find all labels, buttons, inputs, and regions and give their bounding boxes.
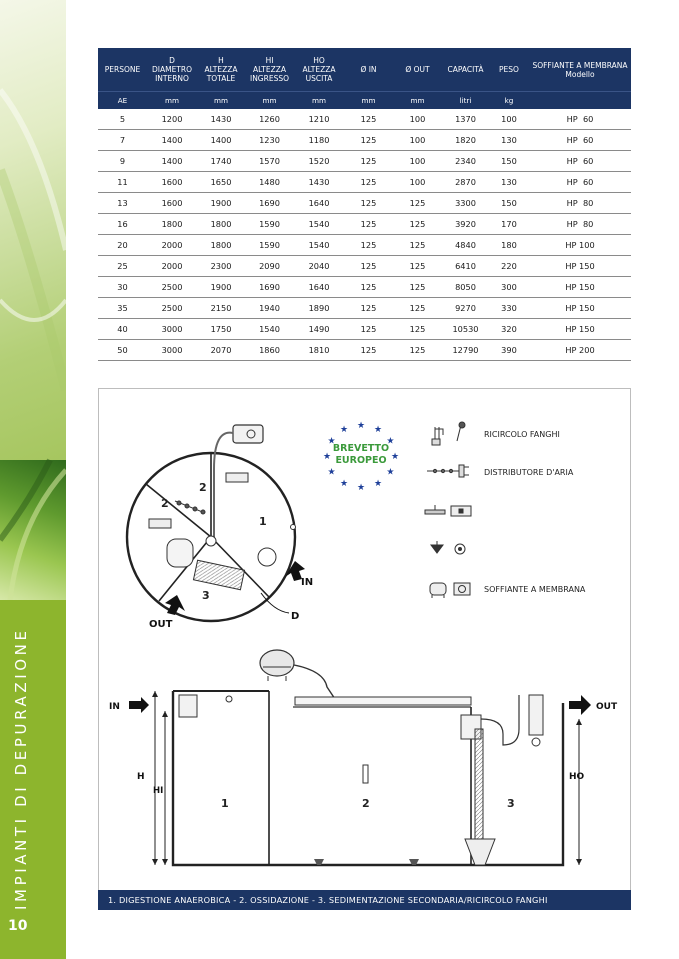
table-cell: 220	[489, 256, 529, 277]
unit-cell	[529, 92, 631, 110]
table-cell: 130	[489, 130, 529, 151]
vent-hole	[226, 696, 232, 702]
sidebar	[0, 0, 66, 959]
plan-zone-1-label: 1	[259, 515, 267, 528]
unit-cell: AE	[98, 92, 147, 110]
section-zone-1-label: 1	[221, 797, 229, 810]
column-header-line: Ø OUT	[405, 65, 430, 74]
table-cell: 6410	[442, 256, 489, 277]
eu-star-icon: ★	[386, 436, 395, 447]
inlet-hole	[291, 525, 296, 530]
table-cell: 1820	[442, 130, 489, 151]
table-cell: 1210	[294, 109, 344, 130]
eu-star-icon: ★	[327, 467, 336, 478]
eu-star-icon: ★	[386, 467, 395, 478]
column-header	[344, 48, 393, 92]
table-cell: 125	[344, 109, 393, 130]
table-cell: 1480	[245, 172, 294, 193]
column-header	[442, 48, 489, 92]
table-cell: 1640	[294, 193, 344, 214]
return-pipe	[481, 695, 519, 745]
column-header	[489, 48, 529, 92]
table-cell: 1740	[197, 151, 245, 172]
section-zone-2-label: 2	[362, 797, 370, 810]
table-cell: 1940	[245, 298, 294, 319]
table-row	[98, 109, 631, 130]
table-cell: 30	[98, 277, 147, 298]
blower-icon	[430, 583, 470, 598]
diagram-panel	[98, 388, 631, 910]
transfer-pipe	[295, 697, 471, 705]
column-header-line: INGRESSO	[249, 74, 289, 83]
table-cell: 125	[344, 214, 393, 235]
table-cell: 2040	[294, 256, 344, 277]
eu-star-icon: ★	[356, 421, 366, 431]
figure-caption: 1. DIGESTIONE ANAEROBICA - 2. OSSIDAZIONE - 3. SEDIMENTAZIONE SECONDARIA/RICIRCOLO FANGHI	[98, 890, 631, 910]
table-cell: 1750	[197, 319, 245, 340]
table-row	[98, 151, 631, 172]
table-cell: 5	[98, 109, 147, 130]
table-cell: 1430	[294, 172, 344, 193]
table-row	[98, 256, 631, 277]
air-hose	[294, 665, 449, 699]
table-cell: 1400	[147, 130, 197, 151]
table-cell: 13	[98, 193, 147, 214]
settler-cone	[167, 539, 193, 567]
column-header-line: USCITA	[305, 74, 333, 83]
unit-cell: mm	[393, 92, 442, 110]
eu-star-icon: ★	[339, 425, 349, 436]
air-distributor-icon	[427, 465, 469, 477]
table-cell: 125	[393, 340, 442, 361]
table-cell: 11	[98, 172, 147, 193]
table-cell: 2870	[442, 172, 489, 193]
table-cell: 1520	[294, 151, 344, 172]
table-cell: 1800	[197, 214, 245, 235]
column-header-line: ALTEZZA	[252, 65, 286, 74]
table-cell: 1180	[294, 130, 344, 151]
column-header	[393, 48, 442, 92]
column-header-line: HO	[313, 56, 325, 65]
plate-diffuser-icon	[425, 505, 471, 516]
column-header-line: CAPACITÀ	[447, 65, 484, 74]
table-row	[98, 298, 631, 319]
legend-distributore-label: DISTRIBUTORE D'ARIA	[484, 468, 574, 477]
outlet-riser	[529, 695, 543, 735]
legend	[425, 422, 586, 598]
column-header-line: PESO	[499, 65, 519, 74]
spec-table	[98, 48, 631, 361]
eu-star-icon: ★	[373, 425, 383, 436]
sidebar-title: IMPIANTI DI DEPURAZIONE	[12, 627, 30, 910]
column-header-line: ALTEZZA	[302, 65, 336, 74]
table-cell: 125	[393, 193, 442, 214]
table-row	[98, 193, 631, 214]
table-cell: 1800	[197, 235, 245, 256]
column-header-line: HI	[265, 56, 274, 65]
table-cell: 3920	[442, 214, 489, 235]
table-cell: 1810	[294, 340, 344, 361]
eu-star-icon: ★	[339, 478, 349, 489]
table-cell: 4840	[442, 235, 489, 256]
column-header	[197, 48, 245, 92]
table-cell: 125	[393, 235, 442, 256]
page-number: 10	[8, 918, 28, 934]
table-cell: 1260	[245, 109, 294, 130]
section-zone-3-label: 3	[507, 797, 515, 810]
table-cell: 1650	[197, 172, 245, 193]
column-header-line: DIAMETRO	[151, 65, 193, 74]
table-cell: HP 150	[529, 319, 631, 340]
column-header-line: H	[218, 56, 224, 65]
table-cell: 1400	[197, 130, 245, 151]
table-row	[98, 130, 631, 151]
level-indicator	[363, 765, 368, 783]
table-header-row	[98, 48, 631, 92]
column-header	[245, 48, 294, 92]
column-header-line: PERSONE	[104, 65, 141, 74]
eu-star-icon: ★	[356, 483, 366, 493]
sludge-recirc-icon	[432, 422, 465, 445]
table-cell: 170	[489, 214, 529, 235]
table-cell: 25	[98, 256, 147, 277]
table-cell: 125	[344, 340, 393, 361]
table-cell: 150	[489, 193, 529, 214]
table-row	[98, 277, 631, 298]
table-cell: HP 60	[529, 151, 631, 172]
table-cell: 1600	[147, 172, 197, 193]
table-cell: 390	[489, 340, 529, 361]
blower-plan	[233, 425, 263, 443]
table-body	[98, 109, 631, 361]
table-cell: 100	[393, 130, 442, 151]
table-cell: 330	[489, 298, 529, 319]
table-cell: 16	[98, 214, 147, 235]
column-header	[147, 48, 197, 92]
table-cell: HP 100	[529, 235, 631, 256]
table-row	[98, 214, 631, 235]
table-cell: 1540	[294, 235, 344, 256]
table-cell: HP 60	[529, 109, 631, 130]
table-cell: 125	[393, 256, 442, 277]
column-header-line: Modello	[565, 69, 595, 79]
table-cell: 2500	[147, 298, 197, 319]
table-cell: 3000	[147, 319, 197, 340]
badge-line-1: BREVETTO	[332, 443, 390, 454]
table-cell: 1200	[147, 109, 197, 130]
table-cell: HP 80	[529, 214, 631, 235]
table-cell: 50	[98, 340, 147, 361]
table-cell: HP 150	[529, 277, 631, 298]
table-cell: 1370	[442, 109, 489, 130]
section-in-label: IN	[109, 702, 120, 712]
settling-cone	[465, 839, 495, 865]
table-cell: 2500	[147, 277, 197, 298]
unit-cell: mm	[245, 92, 294, 110]
column-header-line: D	[169, 56, 175, 65]
column-header-line: Ø IN	[360, 65, 377, 74]
table-cell: 100	[393, 109, 442, 130]
plan-zone-2-label: 2	[199, 481, 207, 494]
table-cell: HP 150	[529, 298, 631, 319]
table-cell: 125	[344, 130, 393, 151]
inlet-tee	[179, 695, 197, 717]
section-in-arrow-icon	[129, 697, 149, 713]
unit-cell: mm	[294, 92, 344, 110]
table-cell: 1860	[245, 340, 294, 361]
table-cell: 125	[344, 172, 393, 193]
badge-line-2: EUROPEO	[335, 455, 387, 466]
table-units-row	[98, 92, 631, 110]
table-cell: 130	[489, 172, 529, 193]
unit-cell: mm	[197, 92, 245, 110]
table-row	[98, 340, 631, 361]
outlet-cap	[532, 738, 540, 746]
table-cell: 125	[344, 151, 393, 172]
table-cell: 35	[98, 298, 147, 319]
table-cell: 125	[393, 214, 442, 235]
table-cell: 2150	[197, 298, 245, 319]
dim-ho-label: HO	[569, 772, 585, 782]
table-cell: HP 60	[529, 130, 631, 151]
table-cell: 9270	[442, 298, 489, 319]
unit-cell: kg	[489, 92, 529, 110]
section-out-label: OUT	[596, 702, 618, 712]
table-cell: 150	[489, 151, 529, 172]
section-out-arrow-icon	[569, 695, 591, 715]
eu-star-icon: ★	[327, 436, 336, 447]
table-cell: 1540	[245, 319, 294, 340]
column-header	[98, 48, 147, 92]
plan-view	[127, 425, 313, 630]
table-cell: 1490	[294, 319, 344, 340]
plan-d-label: D	[291, 611, 300, 622]
table-cell: 1590	[245, 235, 294, 256]
column-header-line: ALTEZZA	[204, 65, 238, 74]
table-cell: 3300	[442, 193, 489, 214]
dim-hi-label: HI	[153, 786, 164, 796]
section-view	[109, 650, 618, 865]
legend-ricircolo-label: RICIRCOLO FANGHI	[484, 430, 560, 439]
table-cell: 125	[344, 319, 393, 340]
table-cell: 100	[393, 151, 442, 172]
table-cell: 1600	[147, 193, 197, 214]
table-cell: 12790	[442, 340, 489, 361]
eu-star-icon: ★	[390, 452, 400, 462]
center-fitting	[206, 536, 216, 546]
table-cell: 1900	[197, 277, 245, 298]
table-cell: 125	[393, 298, 442, 319]
dim-h-label: H	[137, 772, 145, 782]
table-cell: HP 80	[529, 193, 631, 214]
table-cell: 1800	[147, 214, 197, 235]
table-cell: 2340	[442, 151, 489, 172]
table-cell: 1540	[294, 214, 344, 235]
table-cell: 1690	[245, 277, 294, 298]
eu-star-icon: ★	[322, 452, 332, 462]
table-cell: 1640	[294, 277, 344, 298]
table-cell: 3000	[147, 340, 197, 361]
inlet-fitting	[258, 548, 276, 566]
unit-cell: litri	[442, 92, 489, 110]
table-cell: 1690	[245, 193, 294, 214]
table-cell: 320	[489, 319, 529, 340]
table-cell: HP 150	[529, 256, 631, 277]
table-cell: 125	[344, 298, 393, 319]
plate-diffuser-plan	[226, 473, 248, 482]
table-cell: 125	[344, 193, 393, 214]
table-cell: 2070	[197, 340, 245, 361]
plan-in-label: IN	[301, 577, 314, 588]
table-cell: 125	[393, 277, 442, 298]
eu-star-icon: ★	[373, 478, 383, 489]
table-cell: 1230	[245, 130, 294, 151]
table-cell: 125	[393, 319, 442, 340]
table-row	[98, 319, 631, 340]
table-cell: 1400	[147, 151, 197, 172]
plan-zone-3-label: 3	[202, 589, 210, 602]
table-cell: 125	[344, 256, 393, 277]
table-cell: 100	[489, 109, 529, 130]
table-cell: 1590	[245, 214, 294, 235]
leaf-decoration	[0, 0, 66, 600]
table-cell: HP 200	[529, 340, 631, 361]
cone-diffuser-icon	[431, 541, 465, 554]
table-cell: 2300	[197, 256, 245, 277]
table-row	[98, 235, 631, 256]
table-cell: 8050	[442, 277, 489, 298]
column-header-line: TOTALE	[206, 74, 236, 83]
table-cell: 2000	[147, 256, 197, 277]
table-row	[98, 172, 631, 193]
column-header	[529, 48, 631, 92]
table-cell: 7	[98, 130, 147, 151]
table-cell: 20	[98, 235, 147, 256]
plant-diagram	[99, 389, 632, 911]
legend-soffiante-label: SOFFIANTE A MEMBRANA	[484, 585, 586, 594]
unit-cell: mm	[344, 92, 393, 110]
table-cell: 1890	[294, 298, 344, 319]
table-cell: 125	[344, 235, 393, 256]
plan-out-label: OUT	[149, 619, 173, 630]
table-cell: 1900	[197, 193, 245, 214]
plan-zone-2-label: 2	[161, 497, 169, 510]
column-header	[294, 48, 344, 92]
table-cell: 40	[98, 319, 147, 340]
recirc-lift-pipe	[475, 729, 483, 849]
table-cell: 100	[393, 172, 442, 193]
table-cell: 10530	[442, 319, 489, 340]
table-cell: 1570	[245, 151, 294, 172]
table-cell: 180	[489, 235, 529, 256]
column-header-line: INTERNO	[155, 74, 189, 83]
table-cell: 9	[98, 151, 147, 172]
blower-section	[260, 650, 294, 676]
table-cell: 1430	[197, 109, 245, 130]
column-header-line: SOFFIANTE A MEMBRANA	[532, 60, 628, 70]
table-cell: 125	[344, 277, 393, 298]
unit-cell: mm	[147, 92, 197, 110]
table-cell: HP 60	[529, 172, 631, 193]
table-cell: 2090	[245, 256, 294, 277]
plate-diffuser-plan	[149, 519, 171, 528]
table-cell: 300	[489, 277, 529, 298]
patent-badge	[323, 421, 399, 493]
table-cell: 2000	[147, 235, 197, 256]
